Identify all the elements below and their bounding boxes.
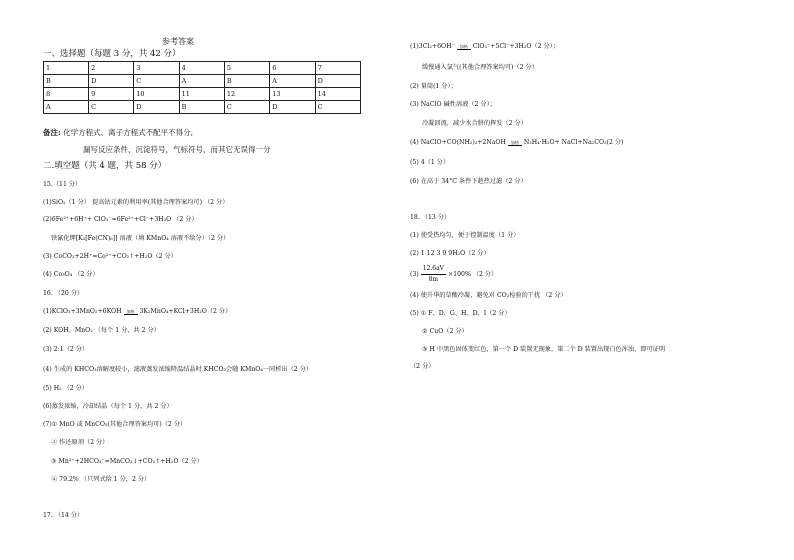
q16-line-10: ④ 79.2% （只列式给 1 分，2 分） xyxy=(51,476,151,483)
condition-label: 加热 xyxy=(508,141,522,146)
q17-line-6 xyxy=(410,139,623,147)
q17-line-4: (3) NaClO 碱性溶液（2 分）； xyxy=(410,101,496,108)
q16-line-9: ③ Mn²⁺+2HCO₃⁻=MnCO₃↓+CO₂↑+H₂O（2 分） xyxy=(51,458,203,465)
table-cell: D xyxy=(315,75,360,88)
table-cell: 9 xyxy=(89,88,134,101)
table-cell: 4 xyxy=(179,62,224,75)
note-line-2: 漏写反应条件，沉淀符号，气标符号，而其它无误得一分 xyxy=(83,145,271,154)
condition-label: 加热 xyxy=(124,310,138,315)
table-cell: C xyxy=(224,101,269,114)
q17-line-5: 冷凝回流，减少水合肼的挥发（2 分） xyxy=(422,120,527,127)
q16-line-3: (3) 2:1（2 分） xyxy=(43,346,89,353)
q15-line-5: (4) Co₃O₄ （2 分） xyxy=(43,271,99,278)
reaction-arrow-heat xyxy=(508,141,522,146)
answer-table xyxy=(43,61,361,114)
q16-heading: 16. （20 分） xyxy=(43,290,84,297)
q15-line-1: (1)SiO₂（1 分） 提高钴元素的利用率(其他合理答案均可) （2 分） xyxy=(43,199,229,206)
q17-line-1 xyxy=(410,43,559,51)
q18-line-3 xyxy=(410,264,497,285)
q18-heading: 18. （13 分） xyxy=(410,214,451,221)
table-cell: D xyxy=(134,101,179,114)
table-row xyxy=(44,62,361,75)
reaction-arrow-heat xyxy=(124,310,138,315)
table-cell: 6 xyxy=(270,62,315,75)
q16-eq-left: (1)KClO₃+3MnO₂+6KOH xyxy=(43,308,122,315)
table-cell: 13 xyxy=(270,88,315,101)
table-cell: 7 xyxy=(315,62,360,75)
section2-heading: 二.填空题（共 4 题，共 58 分） xyxy=(43,161,167,171)
q15-line-2: (2)6Fe²⁺+6H⁺+ ClO₃⁻=6Fe³⁺+Cl⁻+3H₂O （2 分） xyxy=(43,216,198,223)
q17-line-3: (2) 量筒(1 分）； xyxy=(410,83,457,90)
table-row xyxy=(44,75,361,88)
q17-line-2: 缓慢通入氯气(其他合理答案均可)（2 分） xyxy=(422,64,538,71)
q15-heading: 15.（11 分） xyxy=(43,181,82,188)
table-row xyxy=(44,88,361,101)
table-cell: 10 xyxy=(134,88,179,101)
table-cell: B xyxy=(44,75,89,88)
table-cell: D xyxy=(270,101,315,114)
fraction-numerator: 12.6aV xyxy=(421,264,446,275)
table-cell: B xyxy=(224,75,269,88)
q18-line-4: (4) 使升华的草酸冷凝，避免对 CO₂检验的干扰 （2 分） xyxy=(410,292,567,299)
q18-line-8: （2 分） xyxy=(410,363,435,370)
table-cell: 2 xyxy=(89,62,134,75)
table-cell: C xyxy=(134,75,179,88)
q17-eq6-left: (4) NaClO+CO(NH₂)₂+2NaOH xyxy=(410,139,506,146)
q16-line-7: (7)① MnO 或 MnCO₃(其他合理答案均可)（2 分） xyxy=(43,421,187,428)
section1-heading: 一、选择题（每题 3 分，共 42 分） xyxy=(43,49,181,59)
table-cell: C xyxy=(315,101,360,114)
q16-line-4: (4) 生成的 KHCO₃溶解度较小，滤液蒸发浓缩降温结晶时 KHCO₃会随 KMnO₄一同析出（2 分） xyxy=(43,366,313,373)
note-label: 备注: xyxy=(43,128,61,137)
condition-label: 加热 xyxy=(457,45,471,50)
q17-line-8: (6) 在高于 34°C 条件下趁热过滤（2 分） xyxy=(410,178,527,185)
q17-eq-left: (1)3Cl₂+6OH⁻ xyxy=(410,43,455,50)
q18-line-5: (5) ① F、D、G、H、D、I（2 分） xyxy=(410,310,511,317)
q18-line-6: ② CuO（2 分） xyxy=(422,328,468,335)
q15-line-4: (3) CoCO₃+2H⁺=Co²⁺+CO₂↑+H₂O（2 分） xyxy=(43,253,177,260)
q18-line-2: (2) 1 12 3 9 9H₂O（2 分） xyxy=(410,250,490,257)
table-cell: 11 xyxy=(179,88,224,101)
table-cell: 8 xyxy=(44,88,89,101)
note-line-1 xyxy=(43,129,193,137)
q18-l3-prefix: (3) xyxy=(410,271,419,278)
table-cell: 12 xyxy=(224,88,269,101)
q16-line-8: ② 作还原剂（2 分） xyxy=(51,439,109,446)
table-cell: B xyxy=(179,101,224,114)
table-row xyxy=(44,101,361,114)
table-cell: 14 xyxy=(315,88,360,101)
table-cell: A xyxy=(270,75,315,88)
q18-l3-suffix: ×100% （2 分） xyxy=(447,271,498,278)
page-title: 参考答案 xyxy=(162,37,194,46)
q17-heading: 17. （14 分） xyxy=(43,512,84,519)
table-cell: C xyxy=(89,101,134,114)
table-cell: A xyxy=(44,101,89,114)
q15-line-3: 铁氰化钾[K₃[Fe(CN)₆]] 溶液（填 KMnO₄ 溶液不给分）（2 分） xyxy=(51,235,230,242)
q18-line-7: ③ H 中黑色固体变红色，第一个 D 装置无现象，第二个 D 装置出现白色浑浊，即可证明 xyxy=(422,346,666,353)
q16-line-1 xyxy=(43,308,231,316)
q16-line-2: (2) KOH、MnO₂ （每个 1 分，共 2 分） xyxy=(43,327,160,334)
fraction-denominator: 8m xyxy=(428,276,439,283)
q16-line-6: (6)蒸发浓缩，冷却结晶（每个 1 分，共 2 分） xyxy=(43,403,173,410)
q17-line-7: (5) 4（1 分） xyxy=(410,159,450,166)
table-cell: 5 xyxy=(224,62,269,75)
q17-eq6-right: N₂H₄·H₂O+ NaCl+Na₂CO₃(2 分) xyxy=(523,139,624,146)
q18-line-1: (1) 使受热均匀，便于控制温度（1 分） xyxy=(410,232,520,239)
fraction xyxy=(421,264,446,285)
table-cell: D xyxy=(89,75,134,88)
q16-line-5: (5) H₂ （2 分） xyxy=(43,385,89,392)
table-cell: A xyxy=(179,75,224,88)
table-cell: 3 xyxy=(134,62,179,75)
note-text-1: 化学方程式、离子方程式不配平不得分, xyxy=(63,128,194,137)
q16-eq-right: 3K₂MnO₄+KCl+3H₂O（2 分） xyxy=(139,308,232,315)
q17-eq-right: ClO₃⁻+5Cl⁻+3H₂O（2 分）； xyxy=(472,43,559,50)
table-cell: 1 xyxy=(44,62,89,75)
reaction-arrow-heat xyxy=(457,45,471,50)
